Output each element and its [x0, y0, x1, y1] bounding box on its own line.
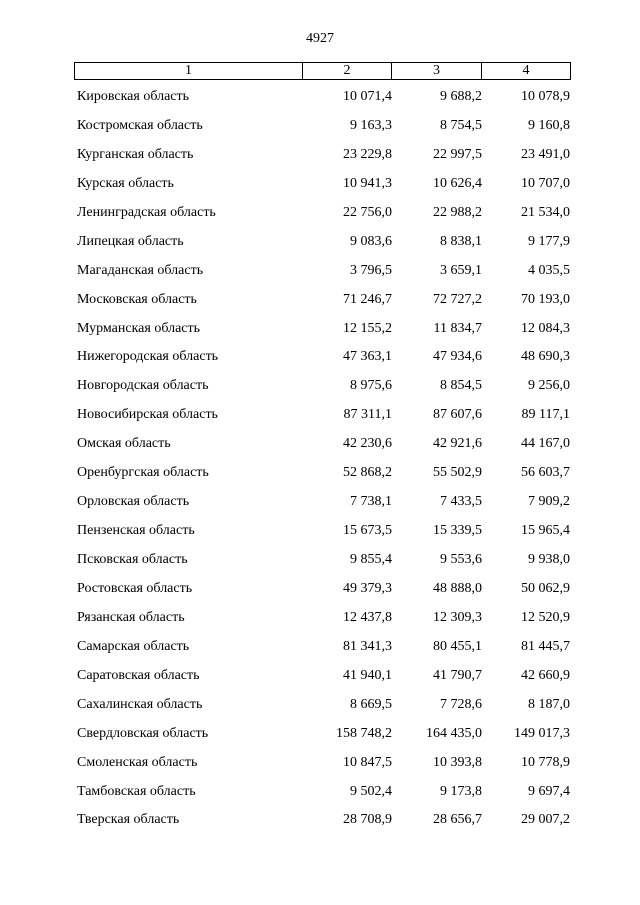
- region-name: Тверская область: [77, 812, 180, 828]
- table-row: [74, 318, 570, 347]
- region-name: Рязанская область: [77, 609, 185, 625]
- region-name: Костромская область: [77, 117, 203, 133]
- value-col-3: 22 988,2: [433, 204, 482, 220]
- value-col-4: 48 690,3: [521, 349, 570, 365]
- table-row: [74, 462, 570, 491]
- value-col-3: 55 502,9: [433, 465, 482, 481]
- value-col-2: 42 230,6: [343, 436, 392, 452]
- value-col-4: 9 256,0: [528, 378, 570, 394]
- value-col-3: 8 754,5: [440, 117, 482, 133]
- value-col-2: 10 071,4: [343, 89, 392, 104]
- value-col-2: 158 748,2: [336, 725, 392, 741]
- value-col-3: 12 309,3: [433, 609, 482, 625]
- table-row: [74, 578, 570, 607]
- value-col-2: 28 708,9: [343, 812, 392, 828]
- value-col-2: 9 855,4: [350, 552, 392, 567]
- value-col-4: 9 177,9: [528, 233, 570, 249]
- value-col-3: 47 934,6: [433, 349, 482, 365]
- region-name: Ростовская область: [77, 580, 193, 596]
- value-col-4: 15 965,4: [521, 523, 570, 539]
- value-col-2: 47 363,1: [343, 349, 392, 365]
- value-col-2: 52 868,2: [343, 465, 392, 481]
- value-col-4: 44 167,0: [521, 436, 570, 452]
- value-col-3: 41 790,7: [433, 667, 482, 683]
- value-col-2: 41 940,1: [343, 667, 392, 683]
- region-name: Курганская область: [77, 146, 194, 162]
- region-name: Смоленская область: [77, 754, 198, 770]
- column-header-row: [75, 63, 571, 80]
- value-col-3: 42 921,6: [433, 436, 482, 452]
- table-row: [74, 231, 570, 260]
- value-col-2: 10 941,3: [343, 175, 392, 191]
- value-col-3: 80 455,1: [433, 638, 482, 654]
- table-row: [74, 86, 570, 115]
- region-name: Новгородская область: [77, 378, 209, 394]
- region-name: Псковская область: [77, 552, 188, 567]
- value-col-4: 149 017,3: [514, 725, 570, 741]
- value-col-3: 72 727,2: [433, 291, 482, 307]
- value-col-4: 9 160,8: [528, 117, 570, 133]
- table-row: [74, 809, 570, 838]
- value-col-4: 12 084,3: [521, 320, 570, 336]
- table-row: [74, 433, 570, 462]
- value-col-4: 9 697,4: [528, 783, 570, 799]
- value-col-2: 87 311,1: [343, 407, 392, 423]
- table-row: [74, 607, 570, 636]
- page-number: 4927: [306, 31, 334, 46]
- region-name: Тамбовская область: [77, 783, 196, 799]
- region-name: Нижегородская область: [77, 349, 219, 365]
- table-row: [74, 723, 570, 752]
- value-col-4: 50 062,9: [521, 580, 570, 596]
- table-row: [74, 346, 570, 375]
- value-col-4: 10 707,0: [521, 175, 570, 191]
- value-col-3: 9 553,6: [440, 552, 482, 567]
- region-name: Мурманская область: [77, 320, 201, 336]
- value-col-4: 8 187,0: [528, 696, 570, 712]
- table-row: [74, 260, 570, 289]
- region-name: Омская область: [77, 436, 171, 452]
- table-row: [74, 375, 570, 404]
- value-col-3: 22 997,5: [433, 146, 482, 162]
- region-name: Новосибирская область: [77, 407, 218, 423]
- value-col-2: 9 083,6: [350, 233, 392, 249]
- value-col-4: 29 007,2: [521, 812, 570, 828]
- table-row: [74, 665, 570, 694]
- region-name: Свердловская область: [77, 725, 209, 741]
- table-row: [74, 520, 570, 549]
- value-col-3: 15 339,5: [433, 523, 482, 539]
- value-col-2: 71 246,7: [343, 291, 392, 307]
- value-col-4: 23 491,0: [521, 146, 570, 162]
- column-header-2: 2: [303, 63, 392, 80]
- value-col-2: 7 738,1: [350, 494, 392, 510]
- value-col-2: 12 155,2: [343, 320, 392, 336]
- value-col-3: 164 435,0: [426, 725, 482, 741]
- table-row: [74, 549, 570, 578]
- value-col-2: 8 669,5: [350, 696, 392, 712]
- region-name: Сахалинская область: [77, 696, 203, 712]
- table-row: [74, 115, 570, 144]
- column-header-table: [74, 62, 571, 80]
- value-col-3: 10 626,4: [433, 175, 482, 191]
- value-col-3: 8 854,5: [440, 378, 482, 394]
- value-col-2: 15 673,5: [343, 523, 392, 539]
- table-row: [74, 202, 570, 231]
- value-col-3: 7 433,5: [440, 494, 482, 510]
- value-col-4: 42 660,9: [521, 667, 570, 683]
- region-name: Самарская область: [77, 638, 190, 654]
- value-col-2: 8 975,6: [350, 378, 392, 394]
- table-row: [74, 491, 570, 520]
- table-row: [74, 781, 570, 810]
- value-col-2: 49 379,3: [343, 580, 392, 596]
- value-col-3: 3 659,1: [440, 262, 482, 278]
- value-col-2: 3 796,5: [350, 262, 392, 278]
- table-body: [74, 86, 570, 838]
- value-col-2: 81 341,3: [343, 638, 392, 654]
- column-header-1: 1: [75, 63, 303, 80]
- value-col-4: 9 938,0: [528, 552, 570, 567]
- column-header-3: 3: [392, 63, 482, 80]
- table-row: [74, 404, 570, 433]
- value-col-4: 81 445,7: [521, 638, 570, 654]
- value-col-2: 9 163,3: [350, 117, 392, 133]
- value-col-4: 89 117,1: [521, 407, 570, 423]
- table-row: [74, 144, 570, 173]
- value-col-4: 70 193,0: [521, 291, 570, 307]
- region-name: Магаданская область: [77, 262, 204, 278]
- value-col-3: 9 688,2: [440, 89, 482, 104]
- table-row: [74, 636, 570, 665]
- region-name: Кировская область: [77, 89, 190, 104]
- value-col-2: 10 847,5: [343, 754, 392, 770]
- value-col-3: 7 728,6: [440, 696, 482, 712]
- region-name: Саратовская область: [77, 667, 200, 683]
- value-col-3: 28 656,7: [433, 812, 482, 828]
- value-col-4: 56 603,7: [521, 465, 570, 481]
- table-row: [74, 694, 570, 723]
- value-col-3: 8 838,1: [440, 233, 482, 249]
- value-col-4: 21 534,0: [521, 204, 570, 220]
- value-col-2: 22 756,0: [343, 204, 392, 220]
- table-row: [74, 752, 570, 781]
- table-row: [74, 173, 570, 202]
- column-header-4: 4: [482, 63, 571, 80]
- region-name: Пензенская область: [77, 523, 195, 539]
- value-col-4: 12 520,9: [521, 609, 570, 625]
- value-col-3: 11 834,7: [433, 320, 482, 336]
- region-name: Московская область: [77, 291, 197, 307]
- value-col-3: 9 173,8: [440, 783, 482, 799]
- value-col-4: 10 078,9: [521, 89, 570, 104]
- value-col-3: 10 393,8: [433, 754, 482, 770]
- value-col-3: 87 607,6: [433, 407, 482, 423]
- value-col-2: 9 502,4: [350, 783, 392, 799]
- value-col-4: 7 909,2: [528, 494, 570, 510]
- value-col-2: 12 437,8: [343, 609, 392, 625]
- region-name: Орловская область: [77, 494, 190, 510]
- table-row: [74, 289, 570, 318]
- value-col-4: 4 035,5: [528, 262, 570, 278]
- region-name: Оренбургская область: [77, 465, 209, 481]
- value-col-3: 48 888,0: [433, 580, 482, 596]
- value-col-2: 23 229,8: [343, 146, 392, 162]
- value-col-4: 10 778,9: [521, 754, 570, 770]
- region-name: Курская область: [77, 175, 174, 191]
- region-name: Липецкая область: [77, 233, 184, 249]
- region-name: Ленинградская область: [77, 204, 216, 220]
